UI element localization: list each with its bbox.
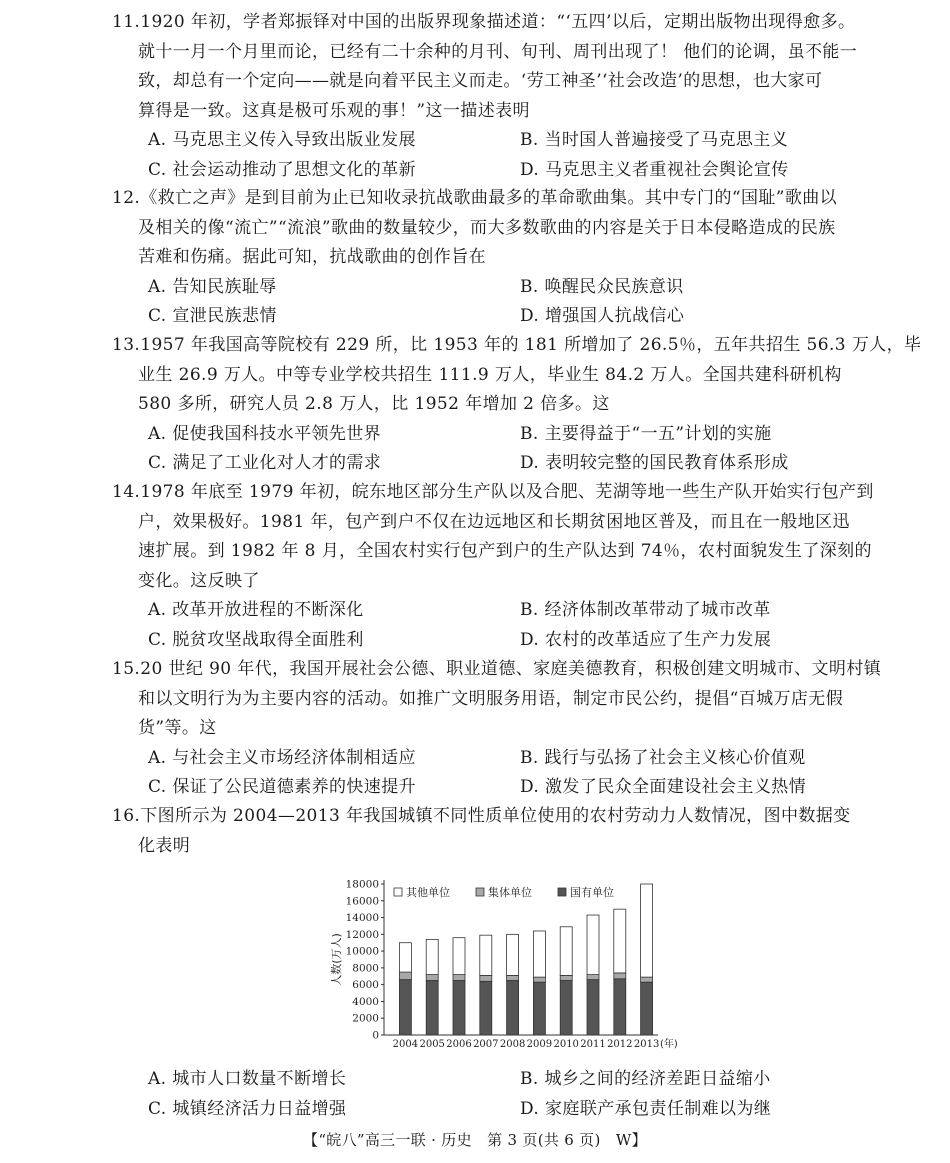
question-16-options	[112, 1065, 892, 1124]
legend-swatch	[476, 888, 484, 896]
page-footer: 【“皖八”高三一联 · 历史 第 3 页(共 6 页) W】	[303, 1131, 647, 1149]
options	[148, 273, 892, 332]
bar-2013-集体单位	[641, 977, 653, 982]
question-stem-line: 1978 年底至 1979 年初，皖东地区部分生产队以及合肥、芜湖等地一些生产队开始实行包产到	[140, 482, 874, 502]
option-b[interactable]: B. 践行与弘扬了社会主义核心价值观	[520, 747, 806, 768]
bar-2008-其他单位	[507, 934, 519, 975]
bar-2009-其他单位	[533, 931, 545, 977]
question-stem-line: 及相关的像“流亡”“流浪”歌曲的数量较少，而大多数歌曲的内容是关于日本侵略造成的民族	[138, 217, 836, 238]
question-number: 11.	[112, 12, 141, 32]
y-tick-label: 8000	[352, 962, 379, 975]
y-tick-label: 2000	[352, 1012, 379, 1025]
option-a[interactable]: A. 与社会主义市场经济体制相适应	[148, 747, 416, 768]
option-b[interactable]: B. 城乡之间的经济差距日益缩小	[520, 1069, 771, 1089]
x-axis-label: (年)	[660, 1039, 678, 1050]
x-tick-label: 2011	[580, 1039, 606, 1050]
bar-2008-集体单位	[507, 975, 519, 980]
chart-container	[330, 868, 690, 1063]
x-tick-label: 2009	[526, 1039, 553, 1050]
bar-2006-其他单位	[453, 938, 465, 975]
bar-2011-国有单位	[587, 980, 599, 1035]
question-stem-line: 算得是一致。这真是极可乐观的事！”这一描述表明	[138, 100, 530, 121]
option-b[interactable]: B. 唤醒民众民族意识	[520, 276, 684, 297]
bar-2009-集体单位	[533, 977, 545, 982]
options	[148, 126, 892, 185]
question-14	[112, 478, 892, 655]
bar-2004-国有单位	[399, 980, 411, 1035]
bar-2011-其他单位	[587, 915, 599, 975]
option-d[interactable]: D. 增强国人抗战信心	[520, 306, 685, 326]
legend-swatch	[394, 888, 402, 896]
question-stem-line: 户，效果极好。1981 年，包产到户不仅在边远地区和长期贫困地区普及，而且在一般地区迅	[138, 511, 850, 532]
question-stem-line: 就十一月一个月里而论，已经有二十余种的月刊、旬刊、周刊出现了！ 他们的论调，虽不能一	[138, 41, 858, 62]
option-b[interactable]: B. 主要得益于“一五”计划的实施	[520, 423, 772, 444]
legend-label: 其他单位	[406, 886, 450, 899]
stacked-bar-chart	[330, 868, 690, 1063]
options	[148, 1065, 892, 1124]
bar-2011-集体单位	[587, 975, 599, 980]
bar-2005-国有单位	[426, 980, 438, 1035]
y-tick-label: 16000	[345, 895, 379, 908]
question-stem-line: 苦难和伤痛。据此可知，抗战歌曲的创作旨在	[138, 247, 486, 267]
y-tick-label: 4000	[352, 995, 379, 1008]
bar-2007-其他单位	[480, 935, 492, 975]
option-a[interactable]: A. 城市人口数量不断增长	[148, 1069, 347, 1089]
question-12	[112, 184, 892, 332]
x-tick-label: 2005	[419, 1039, 445, 1050]
y-tick-label: 0	[372, 1029, 379, 1042]
question-stem-line: 580 多所，研究人员 2.8 万人，比 1952 年增加 2 倍多。这	[138, 394, 610, 414]
bar-2004-其他单位	[399, 943, 411, 972]
option-a[interactable]: A. 促使我国科技水平领先世界	[148, 423, 382, 444]
option-a[interactable]: A. 马克思主义传入导致出版业发展	[148, 130, 416, 150]
question-number: 15.	[112, 659, 141, 679]
bar-2006-集体单位	[453, 975, 465, 981]
bar-2007-集体单位	[480, 975, 492, 981]
x-tick-label: 2010	[553, 1039, 579, 1050]
question-13	[112, 331, 922, 479]
question-stem-line: 和以文明行为为主要内容的活动。如推广文明服务用语，制定市民公约，提倡“百城万店无假	[138, 688, 844, 709]
option-d[interactable]: D. 激发了民众全面建设社会主义热情	[520, 777, 807, 797]
option-c[interactable]: C. 城镇经济活力日益增强	[148, 1098, 347, 1119]
question-number: 12.	[112, 188, 141, 208]
bar-2012-国有单位	[614, 979, 626, 1035]
option-c[interactable]: C. 宣泄民族悲情	[148, 306, 277, 326]
x-tick-label: 2004	[392, 1039, 419, 1050]
option-d[interactable]: D. 表明较完整的国民教育体系形成	[520, 453, 789, 473]
question-stem-line: 变化。这反映了	[138, 570, 260, 591]
bar-2013-国有单位	[641, 982, 653, 1035]
question-stem-line: 业生 26.9 万人。中等专业学校共招生 111.9 万人，毕业生 84.2 万人。全国共建科研机构	[138, 364, 842, 385]
question-number: 14.	[112, 482, 141, 502]
question-number: 13.	[112, 335, 141, 355]
option-c[interactable]: C. 脱贫攻坚战取得全面胜利	[148, 629, 364, 650]
option-c[interactable]: C. 保证了公民道德素养的快速提升	[148, 777, 417, 797]
x-tick-label: 2006	[446, 1039, 472, 1050]
option-c[interactable]: C. 社会运动推动了思想文化的革新	[148, 159, 417, 180]
options	[148, 596, 892, 655]
y-tick-label: 10000	[345, 945, 379, 958]
question-number: 16.	[112, 806, 141, 826]
bar-2005-集体单位	[426, 975, 438, 981]
question-stem-line: 1920 年初，学者郑振铎对中国的出版界现象描述道：“‘五四’以后，定期出版物出现得愈多。	[140, 12, 856, 32]
bar-2004-集体单位	[399, 972, 411, 980]
question-16	[112, 802, 892, 861]
question-stem-line: 化表明	[138, 835, 191, 856]
bar-2008-国有单位	[507, 980, 519, 1035]
bar-2006-国有单位	[453, 980, 465, 1035]
y-tick-label: 6000	[352, 979, 379, 992]
bar-2010-国有单位	[560, 980, 572, 1035]
option-d[interactable]: D. 马克思主义者重视社会舆论宣传	[520, 159, 789, 180]
question-stem-line: 20 世纪 90 年代，我国开展社会公德、职业道德、家庭美德教育，积极创建文明城市、文明村镇	[140, 659, 882, 679]
bar-2007-国有单位	[480, 981, 492, 1035]
question-stem-line: 速扩展。到 1982 年 8 月，全国农村实行包产到户的生产队达到 74％，农村面貌发生了深刻的	[138, 541, 872, 561]
question-stem-line: 货”等。这	[138, 718, 217, 738]
y-axis-label: 人数(万人)	[330, 933, 343, 986]
legend-swatch	[558, 888, 566, 896]
x-tick-label: 2007	[473, 1039, 499, 1050]
question-stem-line: 致，却总有一个定向——就是向着平民主义而走。‘劳工神圣’‘社会改造’的思想，也大家可	[138, 71, 823, 91]
bar-2009-国有单位	[533, 982, 545, 1035]
bar-2010-集体单位	[560, 975, 572, 980]
x-tick-label: 2012	[607, 1039, 633, 1050]
options	[148, 420, 892, 479]
legend-label: 集体单位	[488, 886, 532, 899]
option-a[interactable]: A. 告知民族耻辱	[148, 276, 277, 297]
y-tick-label: 12000	[345, 928, 379, 941]
option-c[interactable]: C. 满足了工业化对人才的需求	[148, 453, 382, 473]
option-d[interactable]: D. 家庭联产承包责任制难以为继	[520, 1098, 772, 1119]
bar-2012-集体单位	[614, 973, 626, 979]
question-11	[112, 8, 892, 185]
x-tick-label: 2013	[633, 1039, 660, 1050]
legend-label: 国有单位	[570, 886, 614, 899]
bar-2013-其他单位	[641, 884, 653, 977]
question-stem-line: 《救亡之声》是到目前为止已知收录抗战歌曲最多的革命歌曲集。其中专门的“国耻”歌曲以	[140, 188, 838, 208]
question-stem-line: 下图所示为 2004—2013 年我国城镇不同性质单位使用的农村劳动力人数情况，图中数据变	[140, 806, 851, 826]
options	[148, 744, 892, 803]
question-stem-line: 1957 年我国高等院校有 229 所，比 1953 年的 181 所增加了 26.5％，五年共招生 56.3 万人，毕	[140, 335, 922, 355]
y-tick-label: 14000	[345, 912, 379, 925]
bar-2010-其他单位	[560, 927, 572, 976]
bar-2005-其他单位	[426, 939, 438, 974]
bar-2012-其他单位	[614, 909, 626, 973]
y-tick-label: 18000	[345, 878, 379, 891]
option-d[interactable]: D. 农村的改革适应了生产力发展	[520, 629, 772, 650]
option-b[interactable]: B. 当时国人普遍接受了马克思主义	[520, 130, 789, 150]
option-b[interactable]: B. 经济体制改革带动了城市改革	[520, 600, 771, 620]
x-tick-label: 2008	[499, 1039, 526, 1050]
question-15	[112, 655, 892, 803]
option-a[interactable]: A. 改革开放进程的不断深化	[148, 600, 364, 620]
